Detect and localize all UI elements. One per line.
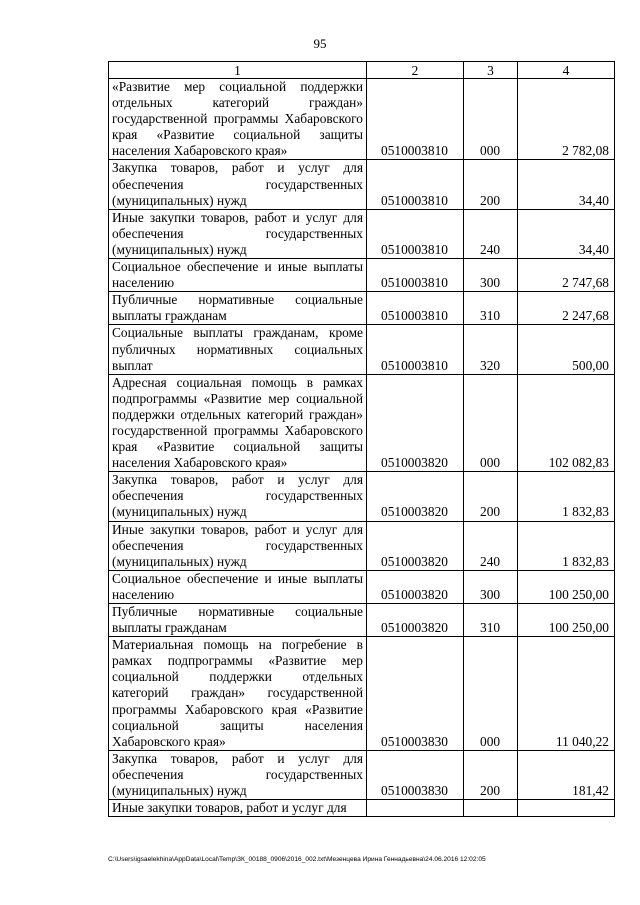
table-row <box>109 259 615 292</box>
table-row <box>109 472 615 521</box>
row-code-cell: 0510003820 <box>367 570 464 603</box>
row-type-cell: 320 <box>464 325 518 374</box>
row-name-cell: «Развитие мер социальной поддержки отдельных категорий граждан» государственной программы Хабаровского края «Развитие социальной защиты населения Хабаровского края» <box>109 79 367 160</box>
row-amount-cell: 102 082,83 <box>518 374 615 472</box>
row-type-cell: 240 <box>464 209 518 258</box>
table-row <box>109 750 615 799</box>
row-amount-cell: 2 782,08 <box>518 79 615 160</box>
row-name-cell: Публичные нормативные социальные выплаты гражданам <box>109 292 367 325</box>
row-amount-cell: 34,40 <box>518 209 615 258</box>
row-name-cell: Адресная социальная помощь в рамках подпрограммы «Развитие мер социальной поддержки отдельных категорий граждан» государственной программы Хабаровского края «Развитие социальной защиты населения Хабаровского края» <box>109 374 367 472</box>
row-code-cell: 0510003810 <box>367 79 464 160</box>
row-code-cell: 0510003830 <box>367 750 464 799</box>
row-amount-cell: 1 832,83 <box>518 472 615 521</box>
table-body <box>109 79 615 817</box>
row-name-cell: Социальные выплаты гражданам, кроме публичных нормативных социальных выплат <box>109 325 367 374</box>
row-name-cell: Закупка товаров, работ и услуг для обеспечения государственных (муниципальных) нужд <box>109 160 367 209</box>
row-name-cell: Иные закупки товаров, работ и услуг для обеспечения государственных (муниципальных) нужд <box>109 521 367 570</box>
row-amount-cell: 34,40 <box>518 160 615 209</box>
column-header: 2 <box>367 62 464 79</box>
row-amount-cell: 1 832,83 <box>518 521 615 570</box>
column-header: 4 <box>518 62 615 79</box>
table-row <box>109 325 615 374</box>
row-type-cell: 200 <box>464 472 518 521</box>
table-row <box>109 209 615 258</box>
row-code-cell: 0510003820 <box>367 604 464 637</box>
row-name-cell: Иные закупки товаров, работ и услуг для обеспечения государственных (муниципальных) нужд <box>109 209 367 258</box>
row-name-cell: Социальное обеспечение и иные выплаты населению <box>109 259 367 292</box>
row-name-cell: Закупка товаров, работ и услуг для обеспечения государственных (муниципальных) нужд <box>109 472 367 521</box>
table-header-row <box>109 62 615 79</box>
table-row <box>109 79 615 160</box>
row-code-cell: 0510003820 <box>367 472 464 521</box>
row-type-cell <box>464 800 518 817</box>
row-amount-cell: 181,42 <box>518 750 615 799</box>
row-amount-cell: 2 247,68 <box>518 292 615 325</box>
row-name-cell: Социальное обеспечение и иные выплаты населению <box>109 570 367 603</box>
row-name-cell: Закупка товаров, работ и услуг для обеспечения государственных (муниципальных) нужд <box>109 750 367 799</box>
table-row <box>109 292 615 325</box>
table-row <box>109 800 615 817</box>
row-code-cell: 0510003810 <box>367 325 464 374</box>
table-row <box>109 160 615 209</box>
row-code-cell <box>367 800 464 817</box>
row-code-cell: 0510003830 <box>367 637 464 751</box>
row-amount-cell: 100 250,00 <box>518 604 615 637</box>
table-row <box>109 374 615 472</box>
row-amount-cell: 11 040,22 <box>518 637 615 751</box>
row-type-cell: 200 <box>464 160 518 209</box>
row-code-cell: 0510003810 <box>367 292 464 325</box>
row-type-cell: 310 <box>464 292 518 325</box>
column-header: 1 <box>109 62 367 79</box>
row-code-cell: 0510003810 <box>367 259 464 292</box>
row-type-cell: 310 <box>464 604 518 637</box>
row-type-cell: 000 <box>464 637 518 751</box>
row-code-cell: 0510003810 <box>367 160 464 209</box>
table-row <box>109 604 615 637</box>
row-type-cell: 300 <box>464 570 518 603</box>
row-amount-cell: 2 747,68 <box>518 259 615 292</box>
column-header: 3 <box>464 62 518 79</box>
row-type-cell: 240 <box>464 521 518 570</box>
page-number: 95 <box>313 36 327 51</box>
row-type-cell: 000 <box>464 79 518 160</box>
row-name-cell: Иные закупки товаров, работ и услуг для <box>109 800 367 817</box>
row-code-cell: 0510003810 <box>367 209 464 258</box>
row-code-cell: 0510003820 <box>367 521 464 570</box>
row-type-cell: 000 <box>464 374 518 472</box>
footer-file-path: C:\Users\igsaelekhina\AppData\Local\Temp\ЗК_00188_0906\2016_002.txt\Мезенцева Ирина Геннадьевна\24.06.2016 12:02:05 <box>108 856 486 863</box>
row-name-cell: Публичные нормативные социальные выплаты гражданам <box>109 604 367 637</box>
table-row <box>109 570 615 603</box>
row-type-cell: 200 <box>464 750 518 799</box>
row-amount-cell: 500,00 <box>518 325 615 374</box>
row-amount-cell <box>518 800 615 817</box>
row-name-cell: Материальная помощь на погребение в рамках подпрограммы «Развитие мер социальной поддержки отдельных категорий граждан» государственной программы Хабаровского края «Развитие социальной защиты населения Хабаровского края» <box>109 637 367 751</box>
row-type-cell: 300 <box>464 259 518 292</box>
row-amount-cell: 100 250,00 <box>518 570 615 603</box>
table-row <box>109 521 615 570</box>
table-row <box>109 637 615 751</box>
budget-table <box>108 61 615 817</box>
row-code-cell: 0510003820 <box>367 374 464 472</box>
